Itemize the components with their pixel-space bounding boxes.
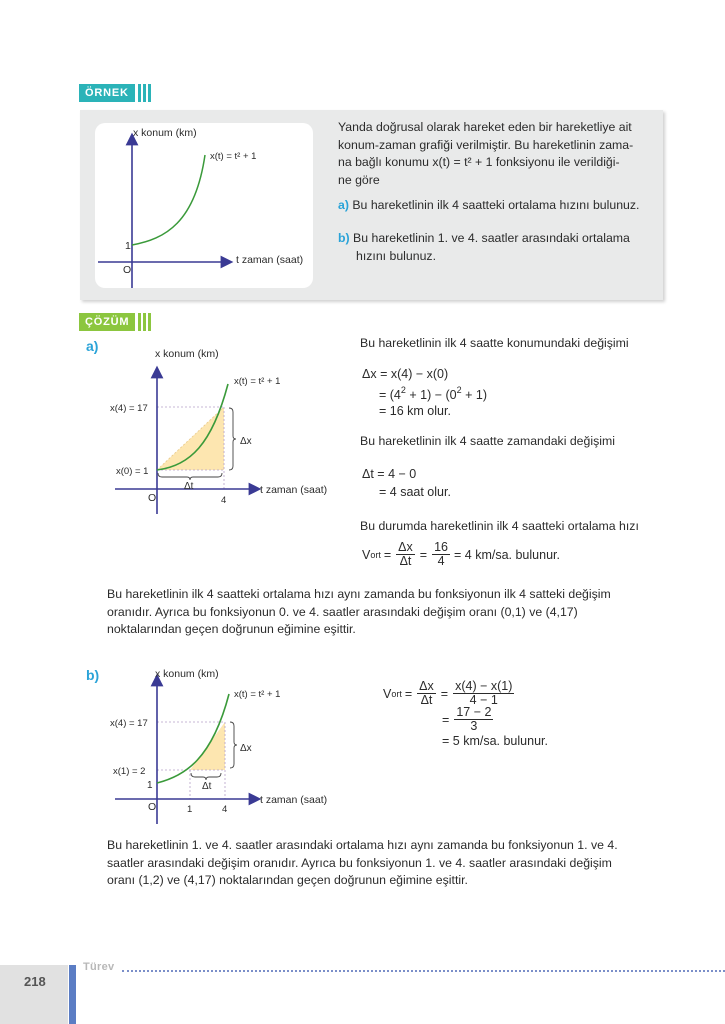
example-badge-label: ÖRNEK (79, 84, 135, 102)
v-subscript: ort (370, 549, 381, 560)
x-axis-label: t zaman (saat) (236, 254, 304, 266)
question-a-marker: a) (338, 198, 349, 212)
question-b-marker: b) (338, 231, 350, 245)
part-a-marker: a) (86, 338, 99, 354)
y-label-x4: x(4) = 17 (110, 403, 148, 414)
paragraph-line: Bu hareketlinin ilk 4 saatteki ortalama hızı aynı zamanda bu fonksiyonun ilk 4 satteki değişim (107, 587, 611, 601)
part-b-marker: b) (86, 667, 100, 683)
velocity-result: = 5 km/sa. bulunur. (442, 734, 548, 748)
delta-x-label: Δx (240, 743, 252, 754)
v-symbol: V (383, 686, 392, 701)
v-symbol: V (362, 547, 371, 562)
example-text-line: ne göre (338, 172, 380, 187)
part-a-paragraph (107, 586, 667, 639)
y-label-x0: x(0) = 1 (116, 466, 149, 477)
fraction: $\frac{17 - 2}{3}$ (456, 705, 492, 733)
x-tick-4: 4 (222, 804, 228, 815)
fraction: $\frac{\Delta x}{\Delta t}$ (419, 679, 434, 707)
y-tick-1: 1 (125, 240, 131, 252)
page-number: 218 (24, 974, 46, 989)
x-tick-1: 1 (187, 804, 193, 815)
intro-delta-t: Bu hareketlinin ilk 4 saatte zamandaki değişimi (360, 434, 615, 448)
delta-t-label: Δt (202, 781, 212, 792)
example-text (338, 119, 663, 189)
example-badge (79, 84, 153, 102)
math-line: Δt = 4 − 0 (362, 467, 417, 481)
delta-x-label: Δx (240, 436, 252, 447)
velocity-formula-b: V ort = $\frac{\Delta x}{\Delta t}$ = $\frac{x(4) - x(1)}{4 - 1}$ = $\frac{17 - 2}{3}$ = 5 km/sa. bulunur. (383, 679, 548, 748)
page-number-box (0, 965, 68, 1024)
velocity-formula-a: V ort = $\frac{\Delta x}{\Delta t}$ = $\frac{16}{4}$ = 4 km/sa. bulunur. (362, 540, 560, 568)
x-axis-label: t zaman (saat) (260, 484, 328, 496)
delta-t-work (362, 465, 451, 501)
y-axis-label: x konum (km) (155, 348, 219, 360)
part-a-graph (100, 344, 340, 519)
example-text-line: na bağlı konumu x(t) = t² + 1 fonksiyonu ile verildiği- (338, 155, 620, 169)
paragraph-line: oranı (1,2) ve (4,17) noktalarından geçen doğrunun eğimine eşittir. (107, 873, 468, 887)
delta-t-label: Δt (184, 481, 194, 492)
y-axis-label: x konum (km) (155, 668, 219, 680)
solution-badge-label: ÇÖZÜM (79, 313, 135, 331)
example-graph-card (95, 123, 313, 288)
example-graph (95, 123, 313, 288)
question-b-text: hızını bulunuz. (356, 248, 436, 263)
math-line: = 4 saat olur. (379, 485, 451, 499)
velocity-result: = 4 km/sa. bulunur. (454, 547, 560, 562)
v-subscript: ort (391, 688, 402, 699)
example-text-line: Yanda doğrusal olarak hareket eden bir hareketliye ait (338, 120, 632, 134)
paragraph-line: oranıdır. Ayrıca bu fonksiyonun 0. ve 4. saatler arasındaki değişim oranı (0,1) ve (4,17) (107, 604, 578, 619)
footer-dotted-rule (122, 970, 725, 972)
paragraph-line: saatler arasındaki değişim oranıdır. Ayrıca bu fonksiyonun 1. ve 4. saatler arasındaki değişim (107, 855, 612, 870)
origin-label: O (148, 801, 157, 813)
question-a-text: Bu hareketlinin ilk 4 saatteki ortalama hızını bulunuz. (352, 198, 640, 212)
question-b (338, 230, 630, 265)
fraction: $\frac{\Delta x}{\Delta t}$ (398, 540, 413, 568)
question-b-text: Bu hareketlinin 1. ve 4. saatler arasındaki ortalama (353, 231, 630, 245)
origin-label: O (123, 264, 132, 276)
math-line: = 16 km olur. (379, 404, 451, 418)
fraction: $\frac{16}{4}$ (434, 540, 448, 568)
curve-label: x(t) = t² + 1 (210, 151, 257, 162)
paragraph-line: Bu hareketlinin 1. ve 4. saatler arasındaki ortalama hızı aynı zamanda bu fonksiyonun 1. ve 4. (107, 838, 618, 852)
curve-label: x(t) = t² + 1 (234, 376, 281, 387)
x-tick-4: 4 (221, 495, 227, 506)
paragraph-line: noktalarından geçen doğrunun eğimine eşittir. (107, 622, 356, 636)
fraction: $\frac{x(4) - x(1)}{4 - 1}$ (455, 679, 513, 707)
question-a (338, 197, 639, 215)
y-label-x4: x(4) = 17 (110, 718, 148, 729)
y-label-x1: x(1) = 2 (113, 766, 146, 777)
y-axis-label: x konum (km) (133, 127, 197, 139)
curve (132, 155, 205, 245)
intro-velocity: Bu durumda hareketlinin ilk 4 saatteki ortalama hızı (360, 519, 639, 533)
x-axis-label: t zaman (saat) (260, 794, 328, 806)
origin-label: O (148, 492, 157, 504)
part-b-paragraph (107, 837, 667, 890)
intro-delta-x: Bu hareketlinin ilk 4 saatte konumundaki değişimi (360, 336, 629, 350)
math-line: = $(4^2 + 1) - (0^2 + 1)$ (379, 385, 488, 402)
chapter-title: Türev (83, 961, 115, 973)
y-tick-1: 1 (147, 780, 153, 791)
example-text-line: konum-zaman grafiği verilmiştir. Bu hareketlinin zama- (338, 137, 634, 152)
math-line: Δx = x(4) − x(0) (362, 367, 449, 381)
part-b-graph (100, 664, 340, 829)
badge-stripes-icon (138, 313, 153, 331)
solution-badge (79, 313, 153, 331)
badge-stripes-icon (138, 84, 153, 102)
curve-label: x(t) = t² + 1 (234, 689, 281, 700)
footer-accent-bar (69, 965, 76, 1024)
delta-x-work (362, 366, 487, 419)
